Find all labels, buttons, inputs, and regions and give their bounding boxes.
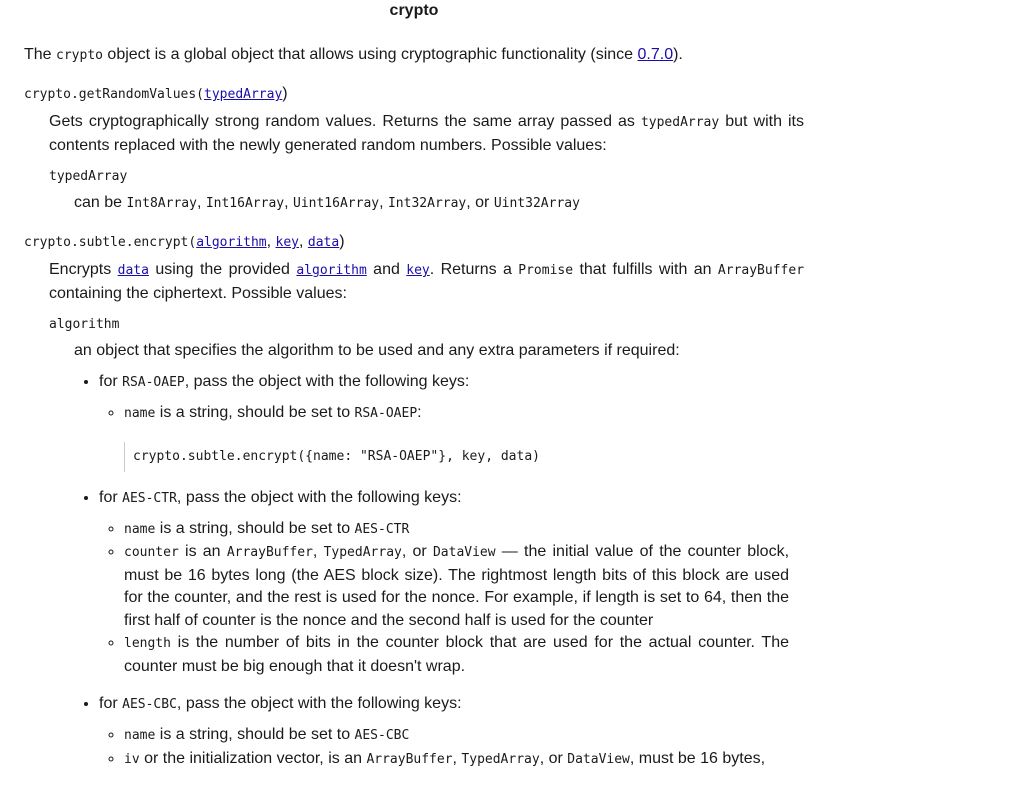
list-item-ctr-length-key xyxy=(124,632,789,678)
typed-array-link[interactable]: typedArray xyxy=(204,87,283,102)
desc-algorithm-link[interactable]: algorithm xyxy=(296,263,367,278)
list-item-cbc-iv-key xyxy=(124,748,789,772)
enc-text-5: that fulfills with an xyxy=(573,261,718,278)
dataview-code: DataView xyxy=(567,751,630,767)
arraybuffer-code: ArrayBuffer xyxy=(717,263,805,278)
is-string-text: is a string, should be set to xyxy=(155,404,355,421)
algorithm-list xyxy=(24,370,804,771)
is-string-text: is a string, should be set to xyxy=(155,726,355,743)
desc-key-link[interactable]: key xyxy=(406,263,430,278)
arraybuffer-code: ArrayBuffer xyxy=(366,751,453,767)
or-sep: , or xyxy=(466,194,494,211)
is-string-text: is a string, should be set to xyxy=(155,519,355,537)
encrypt-signature xyxy=(24,231,804,254)
rsa-value-code: RSA-OAEP xyxy=(354,406,418,421)
iv-key-code: iv xyxy=(124,751,140,767)
algorithm-param-name xyxy=(49,313,804,336)
sep: , xyxy=(379,194,388,211)
for-suffix: , pass the object with the following keys: xyxy=(176,488,462,506)
doc-content xyxy=(24,44,804,785)
typedarray-code: TypedArray xyxy=(461,751,540,767)
page-title: crypto xyxy=(389,2,439,19)
for-suffix: , pass the object with the following keys: xyxy=(184,373,470,390)
intro-text-1: The xyxy=(24,46,57,63)
length-key-code: length xyxy=(124,636,171,651)
sep: , xyxy=(196,194,206,211)
list-item-ctr-counter-key xyxy=(124,541,789,632)
sep: , xyxy=(312,543,324,560)
rsa-name-code: RSA-OAEP xyxy=(122,375,185,390)
enc-text-4: . Returns a xyxy=(429,261,519,278)
type-uint32: Uint32Array xyxy=(493,196,580,211)
key-link[interactable]: key xyxy=(275,235,300,250)
iv-is-text: or the initialization vector, is an xyxy=(139,749,367,767)
enc-text-1: Encrypts xyxy=(49,261,118,278)
length-desc: is the number of bits in the counter block that are used for the actual counter. The counter must be big enough that it doesn't wrap. xyxy=(124,634,789,675)
crypto-code: crypto xyxy=(56,48,103,63)
list-item-rsa-oaep xyxy=(99,370,804,472)
desc-code: typedArray xyxy=(640,115,720,130)
sep: , xyxy=(452,749,462,767)
for-label: for xyxy=(99,695,123,712)
list-item-ctr-name-key xyxy=(124,518,789,542)
ctr-name-code: AES-CTR xyxy=(122,490,177,506)
or-sep: , or xyxy=(401,543,433,560)
data-link[interactable]: data xyxy=(307,235,340,250)
counter-is-text: is an xyxy=(178,543,227,560)
algorithm-param-desc: an object that specifies the algorithm to be used and any extra parameters if required: xyxy=(74,342,680,359)
cbc-value-code: AES-CBC xyxy=(354,728,410,743)
version-link[interactable]: 0.7.0 xyxy=(637,46,674,63)
desc-text-1: Gets cryptographically strong random values. Returns the same array passed as xyxy=(49,113,641,130)
sig-close: ) xyxy=(339,233,345,250)
intro-text-2: object is a global object that allows using cryptographic functionality (since xyxy=(102,46,638,63)
promise-code: Promise xyxy=(518,263,574,278)
desc-text-2: but with its contents replaced with the newly generated random numbers. Possible values: xyxy=(49,113,805,154)
name-key-code: name xyxy=(124,521,156,537)
typedarray-code: TypedArray xyxy=(323,545,402,560)
intro-paragraph xyxy=(24,44,804,67)
ctr-keys-list xyxy=(99,518,789,679)
intro-text-3: ). xyxy=(673,46,683,63)
or-sep: , or xyxy=(539,749,568,767)
sig-close: ) xyxy=(282,85,288,102)
sep: , xyxy=(299,233,308,250)
counter-desc: — the initial value of the counter block, must be 16 bytes long (the AES block size). The rightmost length bits of this block are used for the counter, and the rest is used for the nonce. For example, if length is set to 64, then the first half of counter is the nonce and the second half is used for the counter xyxy=(124,543,790,629)
param-name: algorithm xyxy=(49,317,120,332)
get-random-values-signature xyxy=(24,83,804,106)
colon: : xyxy=(417,404,422,421)
type-int16: Int16Array xyxy=(205,196,285,211)
get-random-values-description xyxy=(49,110,804,157)
enc-text-3: and xyxy=(366,261,407,278)
ctr-value-code: AES-CTR xyxy=(354,521,410,537)
typed-array-param-name xyxy=(49,165,804,188)
counter-key-code: counter xyxy=(124,545,179,560)
name-key-code: name xyxy=(124,728,156,743)
rsa-code-example: crypto.subtle.encrypt({name: "RSA-OAEP"}, key, data) xyxy=(124,442,804,472)
sig-name: crypto.getRandomValues( xyxy=(24,87,205,102)
for-label: for xyxy=(99,488,123,506)
arraybuffer-code: ArrayBuffer xyxy=(226,545,313,560)
list-item-aes-ctr xyxy=(99,486,804,679)
desc-data-link[interactable]: data xyxy=(117,263,149,278)
sep: , xyxy=(266,233,276,250)
encrypt-description xyxy=(49,258,804,305)
cbc-name-code: AES-CBC xyxy=(122,697,177,712)
list-item-rsa-name-key xyxy=(124,402,789,426)
algorithm-link[interactable]: algorithm xyxy=(196,235,267,250)
param-name: typedArray xyxy=(49,169,128,184)
enc-text-6: containing the ciphertext. Possible values: xyxy=(49,285,347,302)
for-suffix: , pass the object with the following keys: xyxy=(176,695,462,712)
for-label: for xyxy=(99,373,123,390)
type-int32: Int32Array xyxy=(387,196,467,211)
sep: , xyxy=(284,194,293,211)
type-int8: Int8Array xyxy=(126,196,197,211)
rsa-keys-list xyxy=(99,402,789,426)
dataview-code: DataView xyxy=(432,545,496,560)
name-key-code: name xyxy=(124,406,156,421)
enc-text-2: using the provided xyxy=(148,261,297,278)
list-item-aes-cbc xyxy=(99,692,804,771)
encrypt-sig-name: crypto.subtle.encrypt( xyxy=(24,235,197,250)
typed-array-param-desc xyxy=(74,192,804,215)
iv-desc: , must be 16 bytes, xyxy=(629,749,766,767)
cbc-keys-list xyxy=(99,724,789,771)
list-item-cbc-name-key xyxy=(124,724,789,748)
param-pre: can be xyxy=(74,194,127,211)
type-uint16: Uint16Array xyxy=(293,196,380,211)
